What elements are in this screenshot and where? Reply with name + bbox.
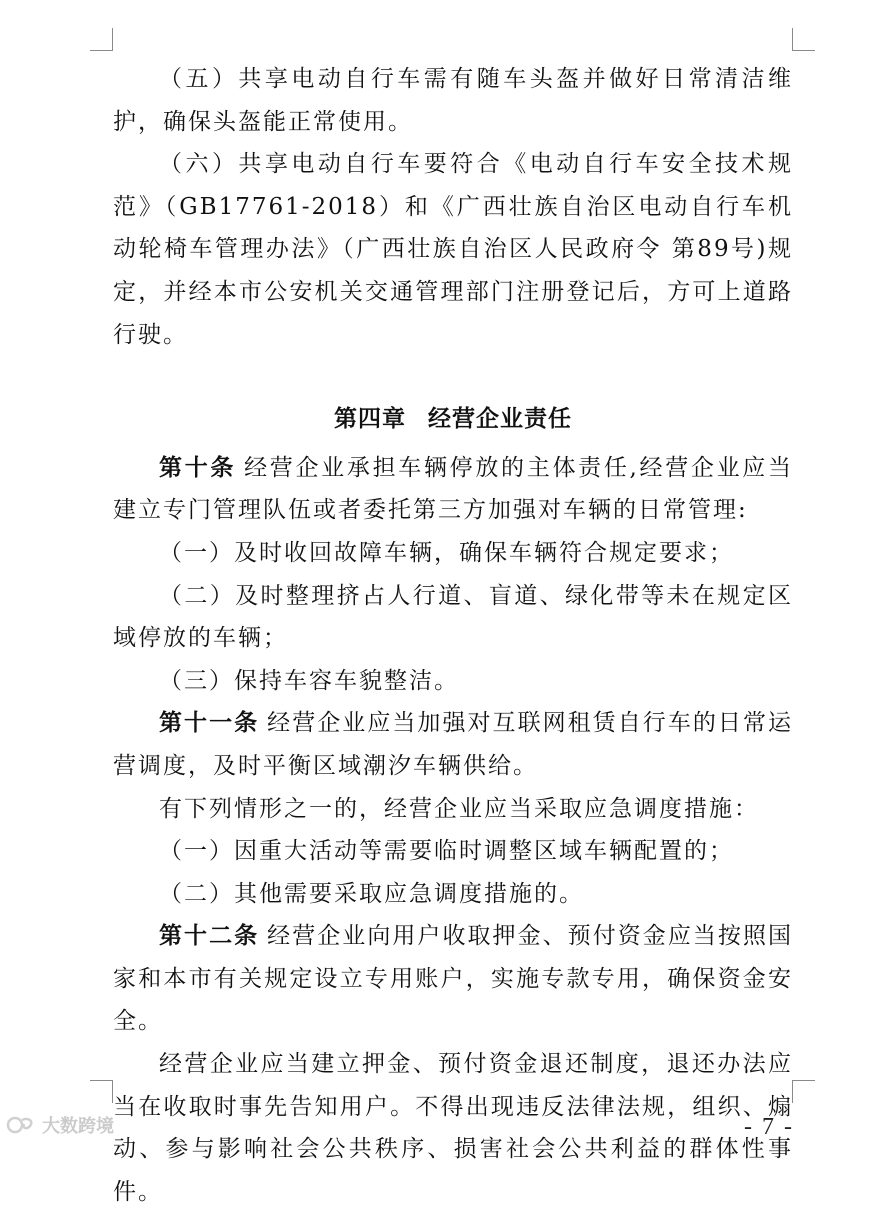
article-number: 第十二条	[159, 923, 260, 950]
crop-mark-bottom-left	[90, 1080, 113, 1103]
paragraph: 有下列情形之一的，经营企业应当采取应急调度措施：	[159, 795, 759, 822]
watermark-logo-icon	[6, 1114, 36, 1136]
article-12	[113, 915, 793, 1043]
document-body	[113, 58, 793, 1213]
article-number: 第十一条	[159, 710, 260, 737]
chapter-heading	[113, 398, 793, 441]
page-number: - 7 -	[744, 1114, 794, 1140]
chapter-title: 经营企业责任	[428, 406, 572, 433]
chapter-number: 第四章	[334, 406, 406, 433]
article-text: 经营企业向用户收取押金、预付资金应当按照国家和本市有关规定设立专用账户，实施专款专用，确保资金安全。	[113, 923, 794, 1035]
paragraph-item-6: （六）共享电动自行车要符合《电动自行车安全技术规范》（GB17761-2018）和《广西壮族自治区电动自行车机动轮椅车管理办法》（广西壮族自治区人民政府令 第89号)规定，并经本市公安机关交通管理部门注册登记后，方可上道路行驶。	[113, 151, 793, 348]
list-item: （三）保持车容车貌整洁。	[159, 667, 459, 694]
article-text: 经营企业应当加强对互联网租赁自行车的日常运营调度，及时平衡区域潮汐车辆供给。	[113, 710, 794, 779]
crop-mark-top-left	[90, 28, 113, 51]
paragraph-item-5: （五）共享电动自行车需有随车头盔并做好日常清洁维护，确保头盔能正常使用。	[113, 66, 793, 135]
article-11	[113, 702, 793, 787]
article-text: 经营企业承担车辆停放的主体责任,经营企业应当建立专门管理队伍或者委托第三方加强对车辆的日常管理:	[113, 454, 794, 524]
list-item: （一）因重大活动等需要临时调整区域车辆配置的；	[159, 838, 734, 865]
list-item: （一）及时收回故障车辆，确保车辆符合规定要求；	[159, 539, 734, 566]
list-item: （二）及时整理挤占人行道、盲道、绿化带等未在规定区域停放的车辆；	[113, 582, 793, 652]
watermark	[6, 1112, 114, 1138]
crop-mark-bottom-right	[792, 1080, 815, 1103]
crop-mark-top-right	[792, 28, 815, 51]
article-number: 第十条	[159, 454, 237, 481]
list-item: （二）其他需要采取应急调度措施的。	[159, 880, 584, 907]
article-10	[113, 447, 793, 532]
paragraph: 经营企业应当建立押金、预付资金退还制度，退还办法应当在收取时事先告知用户。不得出现违反法律法规，组织、煽动、参与影响社会公共秩序、损害社会公共利益的群体性事件。	[113, 1051, 793, 1205]
watermark-text: 大数跨境	[42, 1116, 114, 1137]
